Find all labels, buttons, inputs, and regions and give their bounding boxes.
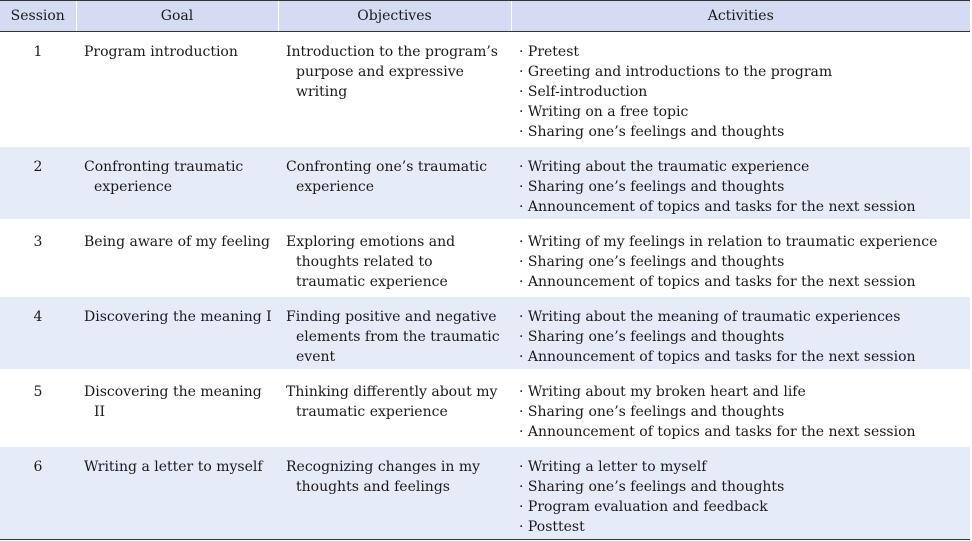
activities-list [519, 232, 964, 292]
session-number: 2 [0, 146, 76, 221]
objectives-cell: Recognizing changes in my thoughts and feelings [286, 459, 481, 495]
table-row [0, 446, 970, 540]
activity-item: · Writing of my feelings in relation to traumatic experience [519, 232, 964, 252]
activity-item: · Program evaluation and feedback [519, 497, 964, 517]
activity-item: · Announcement of topics and tasks for the next session [519, 422, 964, 442]
table-row [0, 32, 970, 146]
activity-item: · Sharing one’s feelings and thoughts [519, 402, 964, 422]
header-activities: Activities [511, 1, 970, 32]
activity-item: · Writing a letter to myself [519, 457, 964, 477]
session-number: 1 [0, 32, 76, 146]
goal-cell: Confronting traumatic experience [84, 159, 244, 195]
table-row [0, 371, 970, 446]
objectives-cell: Introduction to the program’s purpose and expressive writing [286, 44, 498, 100]
activity-item: · Pretest [519, 42, 964, 62]
objectives-cell: Finding positive and negative elements from the traumatic event [286, 309, 500, 365]
activity-item: · Writing on a free topic [519, 102, 964, 122]
objectives-cell: Exploring emotions and thoughts related to traumatic experience [286, 234, 456, 290]
activity-item: · Sharing one’s feelings and thoughts [519, 177, 964, 197]
table-row [0, 296, 970, 371]
table-row [0, 221, 970, 296]
goal-cell: Discovering the meaning I [84, 309, 272, 325]
goal-cell: Being aware of my feeling [84, 234, 270, 250]
session-number: 4 [0, 296, 76, 371]
activity-item: · Announcement of topics and tasks for the next session [519, 197, 964, 217]
activity-item: · Announcement of topics and tasks for the next session [519, 272, 964, 292]
session-number: 6 [0, 446, 76, 540]
activity-item: · Self-introduction [519, 82, 964, 102]
activity-item: · Sharing one’s feelings and thoughts [519, 477, 964, 497]
session-number: 5 [0, 371, 76, 446]
activities-list [519, 457, 964, 537]
header-goal: Goal [76, 1, 278, 32]
activity-item: · Announcement of topics and tasks for the next session [519, 347, 964, 367]
activity-item: · Sharing one’s feelings and thoughts [519, 252, 964, 272]
activity-item: · Sharing one’s feelings and thoughts [519, 327, 964, 347]
activity-item: · Greeting and introductions to the program [519, 62, 964, 82]
activities-list [519, 157, 964, 217]
header-objectives: Objectives [278, 1, 511, 32]
activities-list [519, 382, 964, 442]
table-row [0, 146, 970, 221]
goal-cell: Program introduction [84, 44, 238, 60]
header-session: Session [0, 1, 76, 32]
activity-item: · Writing about the traumatic experience [519, 157, 964, 177]
activities-list [519, 307, 964, 367]
objectives-cell: Thinking differently about my traumatic experience [286, 384, 498, 420]
activity-item: · Sharing one’s feelings and thoughts [519, 122, 964, 142]
activity-item: · Writing about my broken heart and life [519, 382, 964, 402]
activities-list [519, 42, 964, 142]
goal-cell: Discovering the meaning II [84, 384, 262, 420]
session-number: 3 [0, 221, 76, 296]
objectives-cell: Confronting one’s traumatic experience [286, 159, 488, 195]
activity-item: · Posttest [519, 517, 964, 537]
goal-cell: Writing a letter to myself [84, 459, 263, 475]
table-header [0, 1, 970, 32]
activity-item: · Writing about the meaning of traumatic experiences [519, 307, 964, 327]
